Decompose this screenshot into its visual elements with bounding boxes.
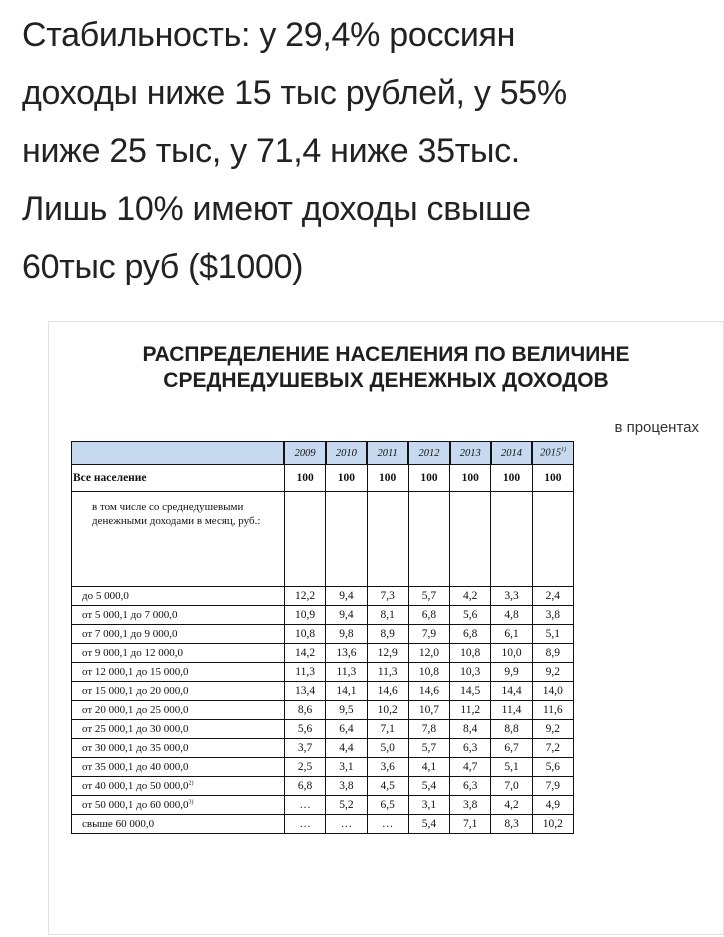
table-cell: 100 (408, 465, 449, 492)
row-label-text: от 12 000,1 до 15 000,0 (82, 666, 189, 678)
year-header-last (532, 442, 573, 465)
table-cell: 14,6 (367, 682, 408, 701)
table-cell: 10,8 (408, 663, 449, 682)
table-cell: 7,2 (532, 739, 573, 758)
row-label (72, 587, 285, 606)
table-cell: 4,4 (326, 739, 367, 758)
table-cell: 8,9 (367, 625, 408, 644)
table-cell: 10,7 (408, 701, 449, 720)
table-cell: 6,7 (491, 739, 532, 758)
table-cell: 8,8 (491, 720, 532, 739)
table-cell: 12,9 (367, 644, 408, 663)
table-cell: 100 (284, 465, 325, 492)
table-cell: 8,1 (367, 606, 408, 625)
table-cell: 14,4 (491, 682, 532, 701)
row-label (72, 606, 285, 625)
table-cell: 9,4 (326, 587, 367, 606)
table-cell: 9,8 (326, 625, 367, 644)
table-cell: 7,3 (367, 587, 408, 606)
table-cell: 13,6 (326, 644, 367, 663)
table-cell: 12,0 (408, 644, 449, 663)
empty-cell (367, 492, 408, 587)
table-cell: 3,8 (532, 606, 573, 625)
year-header-row (72, 442, 574, 465)
table-cell: 14,6 (408, 682, 449, 701)
row-label-text: от 35 000,1 до 40 000,0 (82, 761, 189, 773)
header-corner (72, 442, 285, 465)
year-header: 2010 (326, 442, 367, 465)
year-header-label: 2015 (540, 447, 562, 459)
table-cell: 12,2 (284, 587, 325, 606)
row-label (72, 701, 285, 720)
empty-cell (532, 492, 573, 587)
table-cell: 100 (491, 465, 532, 492)
post-text (22, 6, 712, 296)
year-header: 2014 (491, 442, 532, 465)
table-cell: 11,2 (450, 701, 491, 720)
footnote-marker: 1) (561, 447, 567, 454)
table-cell: 6,3 (450, 739, 491, 758)
table-row (72, 663, 574, 682)
income-distribution-table (71, 441, 574, 834)
table-cell: 4,2 (450, 587, 491, 606)
table-cell: 13,4 (284, 682, 325, 701)
table-cell: 5,1 (532, 625, 573, 644)
table-row (72, 701, 574, 720)
table-row (72, 720, 574, 739)
table-cell: 5,4 (408, 815, 449, 834)
table-row (72, 796, 574, 815)
table-cell: 8,3 (491, 815, 532, 834)
table-cell: … (284, 815, 325, 834)
post-text-line: доходы ниже 15 тыс рублей, у 55% (22, 74, 567, 112)
empty-cell (491, 492, 532, 587)
table-cell: 8,4 (450, 720, 491, 739)
table-cell: 9,5 (326, 701, 367, 720)
table-cell: 6,3 (450, 777, 491, 796)
row-label-text: от 25 000,1 до 30 000,0 (82, 723, 189, 735)
table-cell: … (284, 796, 325, 815)
table-row (72, 777, 574, 796)
row-label-text: от 9 000,1 до 12 000,0 (82, 647, 184, 659)
table-cell: 100 (532, 465, 573, 492)
table-cell: 8,9 (532, 644, 573, 663)
row-label-text: от 20 000,1 до 25 000,0 (82, 704, 189, 716)
empty-cell (450, 492, 491, 587)
row-label: Все население (72, 465, 285, 492)
row-label (72, 758, 285, 777)
table-cell: 11,6 (532, 701, 573, 720)
table-cell: 10,2 (367, 701, 408, 720)
table-cell: 5,6 (450, 606, 491, 625)
table-cell: 9,2 (532, 720, 573, 739)
table-cell: 4,8 (491, 606, 532, 625)
table-cell: 4,1 (408, 758, 449, 777)
row-label-text: от 7 000,1 до 9 000,0 (82, 628, 178, 640)
table-cell: 3,8 (450, 796, 491, 815)
table-cell: 14,2 (284, 644, 325, 663)
table-title (49, 342, 723, 394)
table-cell: 9,9 (491, 663, 532, 682)
table-cell: 3,3 (491, 587, 532, 606)
table-cell: 8,6 (284, 701, 325, 720)
table-cell: 10,9 (284, 606, 325, 625)
table-cell: 7,9 (532, 777, 573, 796)
table-cell: 11,4 (491, 701, 532, 720)
table-row (72, 815, 574, 834)
table-cell: 2,4 (532, 587, 573, 606)
row-label (72, 815, 285, 834)
table-cell: 100 (367, 465, 408, 492)
footnote-marker: 2) (188, 780, 194, 787)
table-cell: 7,0 (491, 777, 532, 796)
post-text-line: Стабильность: у 29,4% россиян (22, 16, 516, 54)
row-label-text: от 5 000,1 до 7 000,0 (82, 609, 178, 621)
table-row (72, 644, 574, 663)
row-label (72, 682, 285, 701)
row-label-text: от 50 000,1 до 60 000,0 (82, 799, 189, 811)
table-cell: 6,1 (491, 625, 532, 644)
table-image[interactable] (48, 321, 724, 935)
row-label (72, 663, 285, 682)
footnote-marker: 3) (188, 799, 194, 806)
table-cell: 100 (450, 465, 491, 492)
table-cell: 6,8 (408, 606, 449, 625)
table-cell: 11,3 (326, 663, 367, 682)
table-cell: 14,5 (450, 682, 491, 701)
row-label-text: от 40 000,1 до 50 000,0 (82, 780, 189, 792)
table-cell: 7,1 (450, 815, 491, 834)
table-cell: 9,2 (532, 663, 573, 682)
empty-cell (284, 492, 325, 587)
table-cell: 11,3 (284, 663, 325, 682)
table-title-line2: СРЕДНЕДУШЕВЫХ ДЕНЕЖНЫХ ДОХОДОВ (163, 369, 609, 392)
table-cell: 3,8 (326, 777, 367, 796)
table-cell: 7,9 (408, 625, 449, 644)
table-cell: 5,6 (532, 758, 573, 777)
table-cell: 14,1 (326, 682, 367, 701)
subheading-label: в том числе со среднедушевыми денежными доходами в месяц, руб.: (72, 492, 285, 587)
post-text-line: ниже 25 тыс, у 71,4 ниже 35тыс. (22, 132, 520, 170)
table-cell: 6,8 (450, 625, 491, 644)
empty-cell (408, 492, 449, 587)
table-cell: 4,2 (491, 796, 532, 815)
table-cell: 3,1 (326, 758, 367, 777)
table-cell: 5,7 (408, 587, 449, 606)
table-cell: 10,3 (450, 663, 491, 682)
table-cell: 4,5 (367, 777, 408, 796)
unit-label: в процентах (614, 419, 699, 436)
table-cell: 2,5 (284, 758, 325, 777)
table-cell: … (326, 815, 367, 834)
table-cell: 4,9 (532, 796, 573, 815)
row-label (72, 777, 285, 796)
table-cell: 10,2 (532, 815, 573, 834)
year-header: 2012 (408, 442, 449, 465)
table-cell: 5,0 (367, 739, 408, 758)
table-cell: 11,3 (367, 663, 408, 682)
row-label-text: свыше 60 000,0 (82, 818, 155, 830)
year-header: 2011 (367, 442, 408, 465)
table-cell: 100 (326, 465, 367, 492)
table-cell: 4,7 (450, 758, 491, 777)
post-text-line: 60тыс руб ($1000) (22, 248, 304, 286)
table-row (72, 625, 574, 644)
row-label (72, 796, 285, 815)
row-label (72, 739, 285, 758)
subheading-row (72, 492, 574, 587)
table-cell: 9,4 (326, 606, 367, 625)
table-title-line1: РАСПРЕДЕЛЕНИЕ НАСЕЛЕНИЯ ПО ВЕЛИЧИНЕ (142, 343, 630, 366)
row-label-text: от 15 000,1 до 20 000,0 (82, 685, 189, 697)
table-row (72, 682, 574, 701)
table-cell: 10,0 (491, 644, 532, 663)
row-label-text: от 30 000,1 до 35 000,0 (82, 742, 189, 754)
table-cell: 7,1 (367, 720, 408, 739)
table-cell: 14,0 (532, 682, 573, 701)
row-label (72, 625, 285, 644)
table-row (72, 739, 574, 758)
row-label (72, 644, 285, 663)
table-row (72, 606, 574, 625)
table-row (72, 587, 574, 606)
table-cell: 5,6 (284, 720, 325, 739)
table-cell: 10,8 (284, 625, 325, 644)
table-cell: … (367, 815, 408, 834)
post-text-line: Лишь 10% имеют доходы свыше (22, 190, 531, 228)
total-row (72, 465, 574, 492)
table-cell: 6,5 (367, 796, 408, 815)
table-cell: 5,7 (408, 739, 449, 758)
row-label (72, 720, 285, 739)
table-cell: 10,8 (450, 644, 491, 663)
table-cell: 7,8 (408, 720, 449, 739)
year-header: 2009 (284, 442, 325, 465)
table-cell: 5,2 (326, 796, 367, 815)
table-cell: 3,7 (284, 739, 325, 758)
table-cell: 6,4 (326, 720, 367, 739)
table-row (72, 758, 574, 777)
row-label-text: до 5 000,0 (82, 590, 129, 602)
empty-cell (326, 492, 367, 587)
year-header: 2013 (450, 442, 491, 465)
table-cell: 5,4 (408, 777, 449, 796)
table-cell: 6,8 (284, 777, 325, 796)
table-cell: 3,1 (408, 796, 449, 815)
table-cell: 3,6 (367, 758, 408, 777)
table-cell: 5,1 (491, 758, 532, 777)
